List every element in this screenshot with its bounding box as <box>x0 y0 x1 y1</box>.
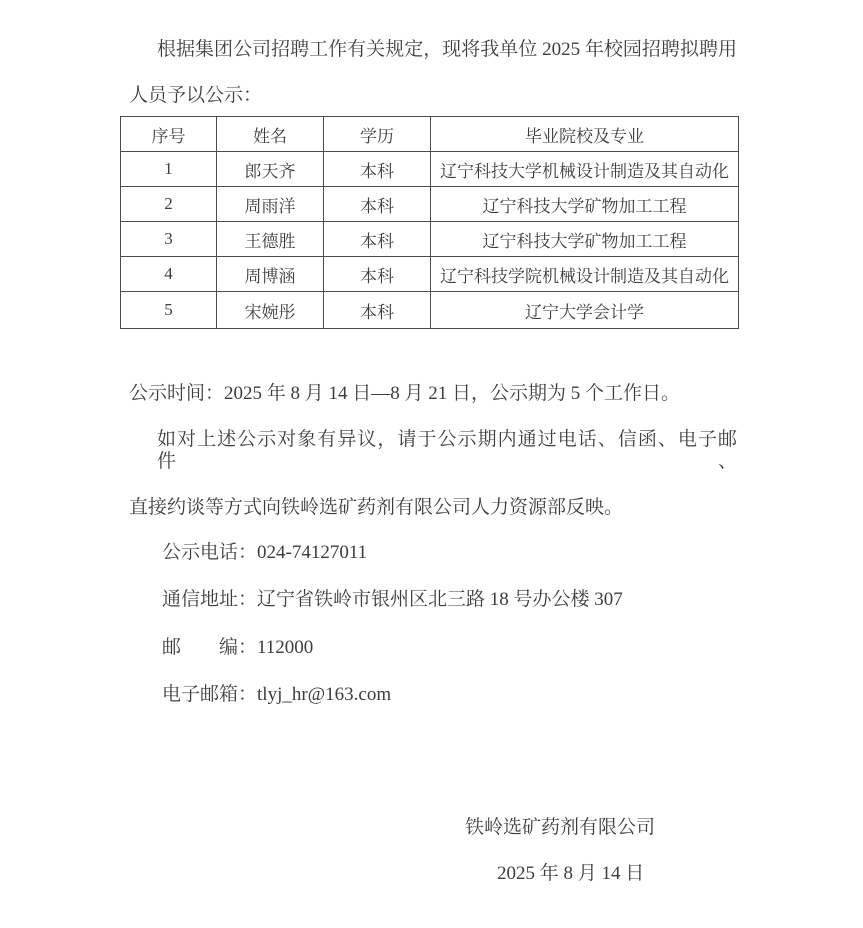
objection-paragraph-line2: 直接约谈等方式向铁岭选矿药剂有限公司人力资源部反映。 <box>129 497 624 518</box>
publicity-period-line: 公示时间：2025 年 8 月 14 日—8 月 21 日，公示期为 5 个工作日。 <box>129 383 681 404</box>
document-page <box>0 39 863 928</box>
table-header-index: 序号 <box>121 117 217 152</box>
cell-degree: 本科 <box>324 222 431 257</box>
contact-address-label: 通信地址： <box>162 589 258 610</box>
cell-school: 辽宁科技学院机械设计制造及其自动化 <box>431 257 739 292</box>
cell-school: 辽宁科技大学机械设计制造及其自动化 <box>431 152 739 187</box>
contact-email-value: tlyj_hr@163.com <box>257 684 392 705</box>
cell-name: 周雨洋 <box>217 187 324 222</box>
cell-name: 周博涵 <box>217 257 324 292</box>
table-row <box>121 257 739 292</box>
cell-school: 辽宁科技大学矿物加工工程 <box>431 187 739 222</box>
contact-postcode-label: 邮 编： <box>162 637 258 658</box>
table-header-school: 毕业院校及专业 <box>431 117 739 152</box>
table-row <box>121 292 739 329</box>
cell-index: 2 <box>121 187 217 222</box>
intro-paragraph-line1: 根据集团公司招聘工作有关规定，现将我单位 2025 年校园招聘拟聘用 <box>157 39 737 60</box>
cell-index: 4 <box>121 257 217 292</box>
table-header-degree: 学历 <box>324 117 431 152</box>
table-header-name: 姓名 <box>217 117 324 152</box>
cell-name: 郎天齐 <box>217 152 324 187</box>
cell-name: 宋婉彤 <box>217 292 324 329</box>
contact-phone-value: 024-74127011 <box>257 542 368 563</box>
cell-school: 辽宁科技大学矿物加工工程 <box>431 222 739 257</box>
cell-degree: 本科 <box>324 152 431 187</box>
table-row <box>121 187 739 222</box>
cell-index: 1 <box>121 152 217 187</box>
cell-school: 辽宁大学会计学 <box>431 292 739 329</box>
cell-index: 5 <box>121 292 217 329</box>
cell-degree: 本科 <box>324 257 431 292</box>
signature-company: 铁岭选矿药剂有限公司 <box>465 817 656 838</box>
contact-phone-label: 公示电话： <box>162 542 258 563</box>
contact-postcode-value: 112000 <box>257 637 314 658</box>
table-header-row <box>121 117 739 152</box>
cell-index: 3 <box>121 222 217 257</box>
contact-email-label: 电子邮箱： <box>162 684 258 705</box>
contact-address-value: 辽宁省铁岭市银州区北三路 18 号办公楼 307 <box>257 589 623 610</box>
intro-paragraph-line2: 人员予以公示： <box>129 85 263 106</box>
objection-paragraph-line1: 如对上述公示对象有异议，请于公示期内通过电话、信函、电子邮件、 <box>157 429 737 472</box>
contact-postcode-line <box>162 637 863 659</box>
contact-address-line <box>162 589 863 611</box>
table-row <box>121 152 739 187</box>
signature-date: 2025 年 8 月 14 日 <box>497 863 645 884</box>
contact-email-line <box>162 684 863 706</box>
cell-name: 王德胜 <box>217 222 324 257</box>
contact-phone-line <box>162 542 863 564</box>
cell-degree: 本科 <box>324 187 431 222</box>
table-row <box>121 222 739 257</box>
candidates-table <box>120 116 739 329</box>
cell-degree: 本科 <box>324 292 431 329</box>
